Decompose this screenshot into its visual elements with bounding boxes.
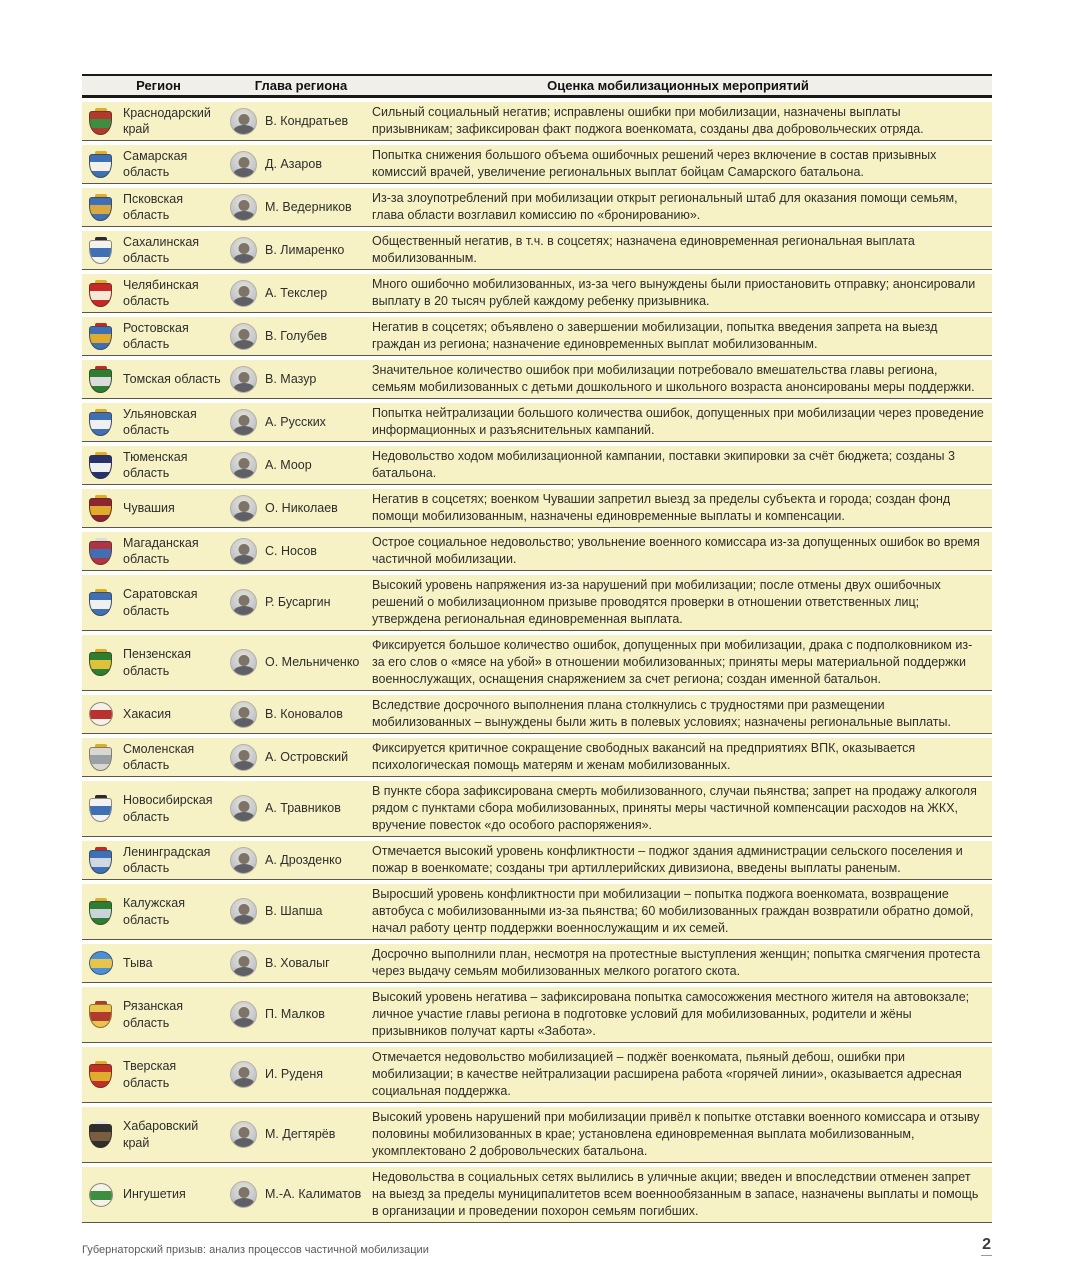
region-name: Магаданская область — [123, 535, 199, 566]
region-cell — [82, 277, 230, 310]
governor-name: В. Голубев — [265, 328, 328, 343]
governor-cell — [230, 108, 372, 135]
table-row — [82, 102, 992, 141]
table-row — [82, 987, 992, 1043]
assessment-text: В пункте сбора зафиксирована смерть мобилизованного, случаи пьянства; запрет на продажу алкоголя рядом с пунктами сбора мобилизованных, приняты меры частичной компенсации расходов на ЖКХ, вручение повесток «до особого распоряжения». — [372, 784, 977, 832]
region-crest-icon — [87, 898, 114, 925]
region-name: Челябинская область — [123, 277, 199, 308]
table-row — [82, 532, 992, 571]
region-name: Чувашия — [123, 500, 175, 515]
assessment-text: Общественный негатив, в т.ч. в соцсетях; назначена единовременная региональная выплата мобилизованным. — [372, 234, 915, 265]
table-row — [82, 1107, 992, 1163]
governor-name: М.-А. Калиматов — [265, 1187, 362, 1202]
governor-name: В. Ховалыг — [265, 955, 330, 970]
assessment-text: Сильный социальный негатив; исправлены ошибки при мобилизации, назначены выплаты призывникам; зафиксирован факт поджога военкомата, созданы два добровольческих отряда. — [372, 105, 924, 136]
region-name: Смоленская область — [123, 741, 195, 772]
region-name: Пензенская область — [123, 647, 191, 678]
table-row — [82, 738, 992, 777]
table-body — [82, 102, 992, 1223]
governor-cell — [230, 950, 372, 977]
region-name: Краснодарский край — [123, 105, 211, 136]
region-name: Самарская область — [123, 148, 188, 179]
table-row — [82, 274, 992, 313]
governor-avatar — [230, 847, 257, 874]
table-header — [82, 74, 992, 98]
governor-avatar — [230, 323, 257, 350]
governor-cell — [230, 495, 372, 522]
assessment-text: Высокий уровень нарушений при мобилизации привёл к попытке отставки военного комиссара и отзыву половины мобилизованных в крае; установлена единовременная выплата мобилизованным, укомплектовано 2 добровольческих батальона. — [372, 1110, 980, 1158]
region-crest-icon — [87, 1183, 114, 1207]
assessment-text: Недовольства в социальных сетях вылились в уличные акции; введен и впоследствии отменен запрет на выезд за пределы муниципалитетов всем военнообязанным в запасе, назначены выплаты и помощь в организации и проведении похорон семьям погибших. — [372, 1170, 979, 1218]
table-row — [82, 446, 992, 485]
region-cell — [82, 449, 230, 482]
governor-cell — [230, 280, 372, 307]
governor-avatar — [230, 495, 257, 522]
region-cell — [82, 741, 230, 774]
governor-name: В. Шапша — [265, 904, 323, 919]
assessment-text: Острое социальное недовольство; увольнение военного комиссара из-за допущенных ошибок во время частичной мобилизации. — [372, 535, 980, 566]
region-crest-icon — [87, 194, 114, 221]
governor-cell — [230, 1061, 372, 1088]
governor-cell — [230, 649, 372, 676]
region-crest-icon — [87, 847, 114, 874]
governor-avatar — [230, 1001, 257, 1028]
region-cell — [82, 148, 230, 181]
governor-cell — [230, 795, 372, 822]
column-header-governor: Глава региона — [254, 78, 348, 93]
table-row — [82, 1047, 992, 1103]
assessment-text: Значительное количество ошибок при мобилизации потребовало вмешательства главы региона, семьям мобилизованных с детьми дошкольного и школьного возраста анонсированы меры поддержки. — [372, 363, 975, 394]
region-crest-icon — [87, 649, 114, 676]
column-header-assessment: Оценка мобилизационных мероприятий — [547, 77, 809, 93]
assessment-text: Отмечается недовольство мобилизацией – поджёг военкомата, пьяный дебош, ошибки при мобилизации; в качестве нейтрализации расширена работа «горячей линии», оказывается адресная социальная поддержка. — [372, 1050, 962, 1098]
governor-cell — [230, 1121, 372, 1148]
governor-name: В. Коновалов — [265, 706, 343, 721]
governor-avatar — [230, 744, 257, 771]
table-row — [82, 1167, 992, 1223]
region-name: Псковская область — [123, 191, 184, 222]
governor-name: Р. Бусаргин — [265, 595, 331, 610]
table-row — [82, 635, 992, 691]
region-name: Тюменская область — [123, 449, 188, 480]
governor-avatar — [230, 538, 257, 565]
region-crest-icon — [87, 589, 114, 616]
region-cell — [82, 105, 230, 138]
governor-avatar — [230, 1121, 257, 1148]
column-header-region: Регион — [136, 78, 181, 93]
governor-cell — [230, 898, 372, 925]
governor-name: И. Руденя — [265, 1067, 324, 1082]
region-cell — [82, 234, 230, 267]
governor-avatar — [230, 795, 257, 822]
region-name: Ростовская область — [123, 320, 189, 351]
governor-cell — [230, 237, 372, 264]
page-footer — [82, 1236, 992, 1256]
table-row — [82, 317, 992, 356]
assessment-text: Негатив в соцсетях; объявлено о завершении мобилизации, попытка введения запрета на выезд граждан из региона; назначение единовременных выплат мобилизованным. — [372, 320, 938, 351]
region-crest-icon — [87, 538, 114, 565]
region-crest-icon — [87, 280, 114, 307]
region-name: Ингушетия — [123, 1187, 186, 1202]
table-row — [82, 884, 992, 940]
governor-cell — [230, 701, 372, 728]
governor-name: А. Дрозденко — [265, 852, 342, 867]
governor-cell — [230, 1001, 372, 1028]
governor-avatar — [230, 950, 257, 977]
region-cell — [82, 998, 230, 1031]
region-crest-icon — [87, 495, 114, 522]
governor-avatar — [230, 649, 257, 676]
region-cell — [82, 535, 230, 568]
governor-cell — [230, 409, 372, 436]
governor-name: М. Ведерников — [265, 199, 352, 214]
region-cell — [82, 366, 230, 393]
governor-avatar — [230, 589, 257, 616]
governor-name: О. Мельниченко — [265, 655, 360, 670]
governor-avatar — [230, 701, 257, 728]
table-row — [82, 575, 992, 631]
governor-cell — [230, 589, 372, 616]
assessment-text: Досрочно выполнили план, несмотря на протестные выступления женщин; попытка смягчения протеста через выдачу семьям мобилизованных мелкого рогатого скота. — [372, 947, 981, 978]
governor-name: М. Дегтярёв — [265, 1127, 336, 1142]
region-name: Тверская область — [123, 1059, 177, 1090]
governor-name: А. Русских — [265, 414, 326, 429]
assessment-text: Недовольство ходом мобилизационной кампании, поставки экипировки за счёт бюджета; созданы 3 батальона. — [372, 449, 955, 480]
governor-cell — [230, 452, 372, 479]
governor-cell — [230, 366, 372, 393]
governor-avatar — [230, 1061, 257, 1088]
assessment-text: Негатив в соцсетях; военком Чувашии запретил выезд за пределы субъекта и города; создан фонд помощи мобилизованным, назначены единовременные выплаты и компенсации. — [372, 492, 951, 523]
governor-avatar — [230, 452, 257, 479]
governor-name: В. Мазур — [265, 371, 317, 386]
region-crest-icon — [87, 795, 114, 822]
governor-cell — [230, 538, 372, 565]
assessment-text: Попытка снижения большого объема ошибочных решений через включение в состав призывных комиссий врачей, увеличение региональных выплат бойцам Самарского батальона. — [372, 148, 937, 179]
governor-name: А. Островский — [265, 749, 349, 764]
region-cell — [82, 495, 230, 522]
assessment-text: Попытка нейтрализации большого количества ошибок, допущенных при мобилизации через проведение информационных и разъяснительных кампаний. — [372, 406, 984, 437]
governor-name: В. Кондратьев — [265, 113, 349, 128]
region-crest-icon — [87, 366, 114, 393]
governor-avatar — [230, 898, 257, 925]
governor-avatar — [230, 194, 257, 221]
governor-name: Д. Азаров — [265, 156, 322, 171]
governor-avatar — [230, 409, 257, 436]
table-row — [82, 403, 992, 442]
region-name: Саратовская область — [123, 587, 198, 618]
region-cell — [82, 1118, 230, 1151]
assessment-text: Отмечается высокий уровень конфликтности – поджог здания администрации сельского поселения и пожар в военкомате; созданы три артиллерийских дивизиона, введены выплаты раненым. — [372, 844, 963, 875]
region-name: Ульяновская область — [123, 406, 197, 437]
region-cell — [82, 792, 230, 825]
region-cell — [82, 844, 230, 877]
region-crest-icon — [87, 323, 114, 350]
governor-avatar — [230, 1181, 257, 1208]
table-row — [82, 145, 992, 184]
governor-cell — [230, 194, 372, 221]
governor-cell — [230, 151, 372, 178]
assessment-text: Фиксируется критичное сокращение свободных вакансий на предприятиях ВПК, оказывается психологическая помощь матерям и женам мобилизованных. — [372, 741, 916, 772]
region-crest-icon — [87, 702, 114, 726]
table-row — [82, 231, 992, 270]
region-cell — [82, 1183, 230, 1207]
region-crest-icon — [87, 237, 114, 264]
table-row — [82, 695, 992, 734]
region-cell — [82, 191, 230, 224]
governor-avatar — [230, 280, 257, 307]
region-name: Калужская область — [123, 896, 185, 927]
governor-cell — [230, 744, 372, 771]
region-cell — [82, 702, 230, 726]
governor-name: А. Текслер — [265, 285, 328, 300]
governor-cell — [230, 323, 372, 350]
region-crest-icon — [87, 1001, 114, 1028]
governor-avatar — [230, 366, 257, 393]
region-crest-icon — [87, 744, 114, 771]
region-cell — [82, 646, 230, 679]
governor-name: С. Носов — [265, 543, 317, 558]
region-cell — [82, 895, 230, 928]
region-cell — [82, 406, 230, 439]
governor-name: А. Моор — [265, 457, 312, 472]
region-crest-icon — [87, 108, 114, 135]
region-crest-icon — [87, 1061, 114, 1088]
mobilization-table — [82, 74, 992, 1227]
region-crest-icon — [87, 951, 114, 975]
region-name: Хакасия — [123, 706, 171, 721]
region-cell — [82, 320, 230, 353]
region-name: Томская область — [123, 371, 221, 386]
region-name: Новосибирская область — [123, 793, 213, 824]
page-number: 2 — [981, 1236, 992, 1256]
footer-caption: Губернаторский призыв: анализ процессов частичной мобилизации — [82, 1244, 429, 1256]
governor-cell — [230, 1181, 372, 1208]
region-name: Тыва — [123, 955, 153, 970]
region-cell — [82, 951, 230, 975]
governor-avatar — [230, 151, 257, 178]
region-cell — [82, 1058, 230, 1091]
region-cell — [82, 586, 230, 619]
governor-name: В. Лимаренко — [265, 242, 345, 257]
assessment-text: Вследствие досрочного выполнения плана столкнулись с трудностями при размещении мобилизованных – вынуждены были жить в полевых условиях; назначены региональные выплаты. — [372, 698, 951, 729]
governor-cell — [230, 847, 372, 874]
region-name: Рязанская область — [123, 999, 183, 1030]
assessment-text: Высокий уровень напряжения из-за нарушений при мобилизации; после отмены двух ошибочных решений о мобилизационном призыве проводятся проверки в отношении ответственных лиц; утверждена региональная единовременная выплата. — [372, 578, 941, 626]
region-name: Ленинградская область — [123, 844, 211, 875]
table-row — [82, 360, 992, 399]
assessment-text: Высокий уровень негатива – зафиксирована попытка самосожжения местного жителя на автовокзале; личное участие главы региона в подготовке условий для мобилизованных, родители и жёны призывников получат карты «Забота». — [372, 990, 970, 1038]
assessment-text: Много ошибочно мобилизованных, из-за чего вынуждены были приостановить отправку; анонсировали выплату в 20 тысяч рублей каждому ребенку призывника. — [372, 277, 976, 308]
table-row — [82, 944, 992, 983]
table-row — [82, 781, 992, 837]
table-row — [82, 841, 992, 880]
governor-avatar — [230, 237, 257, 264]
table-row — [82, 188, 992, 227]
governor-name: П. Малков — [265, 1007, 325, 1022]
region-crest-icon — [87, 409, 114, 436]
governor-name: О. Николаев — [265, 500, 338, 515]
assessment-text: Из-за злоупотреблений при мобилизации открыт региональный штаб для оказания помощи семьям, глава области возглавил комиссию по «бронированию». — [372, 191, 958, 222]
table-row — [82, 489, 992, 528]
region-crest-icon — [87, 452, 114, 479]
governor-avatar — [230, 108, 257, 135]
assessment-text: Фиксируется большое количество ошибок, допущенных при мобилизации, драка с подполковником из-за его слов о «мясе на убой» в отношении мобилизованных; приняты меры материальной поддержки военнослужащих, оснащения снаряжением за счет региона; создан именной батальон. — [372, 638, 973, 686]
region-name: Сахалинская область — [123, 234, 200, 265]
region-crest-icon — [87, 1121, 114, 1148]
region-name: Хабаровский край — [123, 1119, 199, 1150]
region-crest-icon — [87, 151, 114, 178]
governor-name: А. Травников — [265, 801, 341, 816]
assessment-text: Выросший уровень конфликтности при мобилизации – попытка поджога военкомата, возвращение автобуса с мобилизованными из-за пьянства; 60 мобилизованных граждан возвратили обратно домой, начал работу центр поддержки военнослужащим и их семей. — [372, 887, 974, 935]
